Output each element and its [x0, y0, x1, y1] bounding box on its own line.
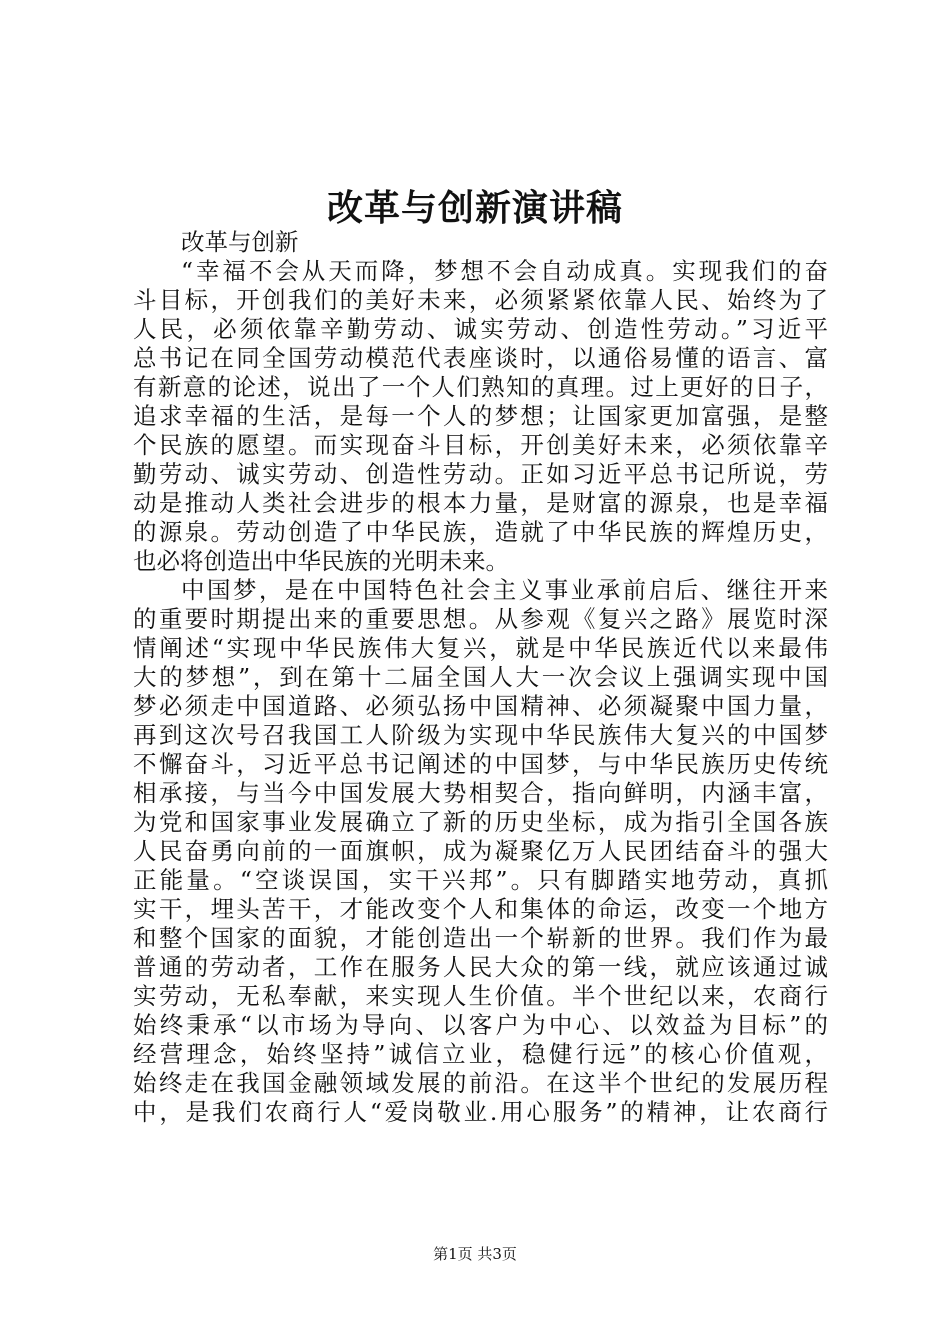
paragraph-line: 梦必须走中国道路、必须弘扬中国精神、必须凝聚中国力量， [133, 692, 828, 720]
paragraph-line: 再到这次号召我国工人阶级为实现中华民族伟大复兴的中国梦 [133, 721, 828, 749]
paragraph-line: 为党和国家事业发展确立了新的历史坐标，成为指引全国各族 [133, 808, 828, 836]
paragraph-line: “幸福不会从天而降，梦想不会自动成真。实现我们的奋 [181, 257, 828, 285]
page-number: 第1页 共3页 [433, 1245, 517, 1263]
paragraph-line: 实劳动，无私奉献，来实现人生价值。半个世纪以来，农商行 [133, 982, 828, 1010]
paragraph-line: 总书记在同全国劳动模范代表座谈时，以通俗易懂的语言、富 [133, 344, 828, 372]
paragraph-line: 中，是我们农商行人“爱岗敬业.用心服务”的精神，让农商行 [133, 1098, 828, 1126]
paragraph-line: 追求幸福的生活，是每一个人的梦想；让国家更加富强，是整 [133, 402, 828, 430]
paragraph-line: 人民，必须依靠辛勤劳动、诚实劳动、创造性劳动。”习近平 [133, 315, 828, 343]
paragraph-line: 情阐述“实现中华民族伟大复兴，就是中华民族近代以来最伟 [133, 634, 828, 662]
paragraph-line: 勤劳动、诚实劳动、创造性劳动。正如习近平总书记所说，劳 [133, 460, 828, 488]
paragraph-line: 动是推动人类社会进步的根本力量，是财富的源泉，也是幸福 [133, 489, 828, 517]
paragraph-line: 普通的劳动者，工作在服务人民大众的第一线，就应该通过诚 [133, 953, 828, 981]
paragraph-line: 也必将创造出中华民族的光明未来。 [133, 547, 509, 575]
paragraph-line: 的重要时期提出来的重要思想。从参观《复兴之路》展览时深 [133, 605, 828, 633]
paragraph-line: 经营理念，始终坚持”诚信立业，稳健行远”的核心价值观， [133, 1040, 828, 1068]
paragraph-line: 中国梦，是在中国特色社会主义事业承前启后、继往开来 [181, 576, 828, 604]
paragraph-line: 始终秉承“以市场为导向、以客户为中心、以效益为目标”的 [133, 1011, 828, 1039]
paragraph-line: 有新意的论述，说出了一个人们熟知的真理。过上更好的日子， [133, 373, 828, 401]
paragraph-line: 大的梦想”，到在第十二届全国人大一次会议上强调实现中国 [133, 663, 828, 691]
paragraph-line: 不懈奋斗，习近平总书记阐述的中国梦，与中华民族历史传统 [133, 750, 828, 778]
paragraph-line: 正能量。“空谈误国，实干兴邦”。只有脚踏实地劳动，真抓 [133, 866, 828, 894]
paragraph-line: 的源泉。劳动创造了中华民族，造就了中华民族的辉煌历史， [133, 518, 828, 546]
paragraph-line: 始终走在我国金融领域发展的前沿。在这半个世纪的发展历程 [133, 1069, 828, 1097]
document-subtitle: 改革与创新 [181, 228, 299, 256]
document-title: 改革与创新演讲稿 [326, 187, 623, 229]
paragraph-line: 人民奋勇向前的一面旗帜，成为凝聚亿万人民团结奋斗的强大 [133, 837, 828, 865]
paragraph-line: 相承接，与当今中国发展大势相契合，指向鲜明，内涵丰富， [133, 779, 828, 807]
paragraph-line: 和整个国家的面貌，才能创造出一个崭新的世界。我们作为最 [133, 924, 828, 952]
document-body [133, 228, 828, 1127]
paragraph-line: 个民族的愿望。而实现奋斗目标，开创美好未来，必须依靠辛 [133, 431, 828, 459]
paragraph-line: 实干，埋头苦干，才能改变个人和集体的命运，改变一个地方 [133, 895, 828, 923]
paragraph-line: 斗目标，开创我们的美好未来，必须紧紧依靠人民、始终为了 [133, 286, 828, 314]
